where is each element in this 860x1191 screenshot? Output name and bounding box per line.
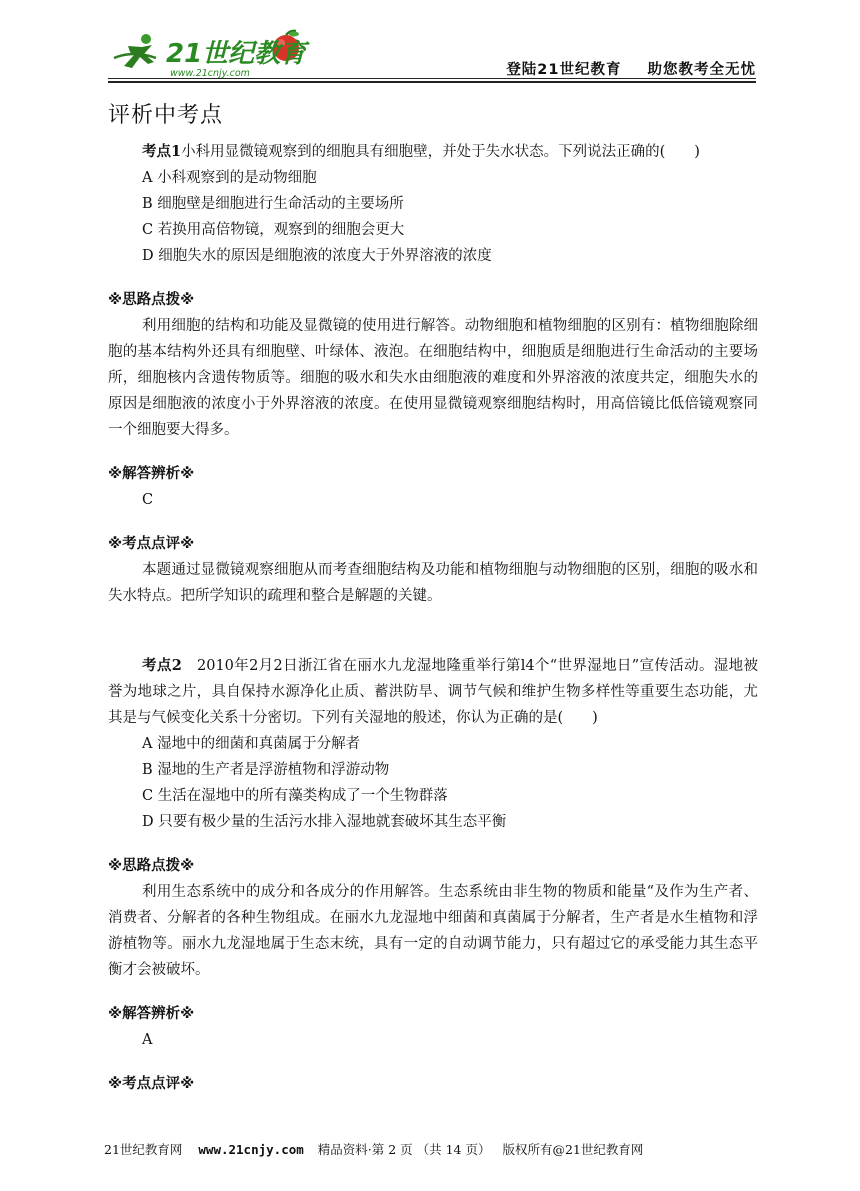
question-2 <box>108 653 758 1097</box>
question-1-hint-heading: ※思路点拨※ <box>108 292 195 308</box>
question-1-option-d: D 细胞失水的原因是细胞液的浓度大于外界溶液的浓度 <box>142 248 492 264</box>
question-1-answer: C <box>142 492 154 508</box>
slogan-left: 登陆21世纪教育 <box>506 62 622 78</box>
question-2-option-b: B 湿地的生产者是浮游植物和浮游动物 <box>142 762 390 778</box>
question-1-option-c: C 若换用高倍物镜，观察到的细胞会更大 <box>142 222 405 238</box>
question-1-review-heading: ※考点点评※ <box>108 536 195 552</box>
slogan-right: 助您教考全无忧 <box>647 62 756 78</box>
question-1-hint: 利用细胞的结构和功能及显微镜的使用进行解答。动物细胞和植物细胞的区别有：植物细胞除细胞的基本结构外还具有细胞壁、叶绿体、液泡。在细胞结构中，细胞质是细胞进行生命活动的主要场所，细胞核内含遗传物质等。细胞的吸水和失水由细胞液的难度和外界溶液的浓度共定，细胞失水的原因是细胞液的浓度小于外界溶液的浓度。在使用显微镜观察细胞结构时，用高倍镜比低倍镜观察同一个细胞要大得多。 <box>108 318 758 438</box>
site-logo <box>108 28 318 80</box>
logo-text: 21世纪教育 <box>166 39 307 69</box>
question-1-option-b: B 细胞壁是细胞进行生命活动的主要场所 <box>142 196 404 212</box>
question-2-answer-heading: ※解答辨析※ <box>108 1006 195 1022</box>
main-content <box>108 98 758 1097</box>
footer-left: 21世纪教育网 <box>104 1142 183 1157</box>
question-2-text: 2010年2月2日浙江省在丽水九龙湿地隆重举行第l4个“世界湿地日”宣传活动。湿地被誉为地球之片，具自保持水源净化止质、蓄洪防旱、调节气候和维护生物多样性等重要生态功能，尤其是与气候变化关系十分密切。下列有关湿地的般述，你认为正确的是( ) <box>108 658 758 726</box>
question-2-option-c: C 生活在湿地中的所有藻类构成了一个生物群落 <box>142 788 448 804</box>
question-2-label: 考点2 <box>142 657 182 674</box>
page-footer <box>104 1140 756 1158</box>
header-slogan <box>480 58 756 79</box>
question-2-stem <box>108 653 758 731</box>
question-2-hint: 利用生态系统中的成分和各成分的作用解答。生态系统由非生物的物质和能量“及作为生产者、消费者、分解者的各种生物组成。在丽水九龙湿地中细菌和真菌属于分解者，生产者是水生植物和浮游植物等。丽水九龙湿地属于生态末统，具有一定的自动调节能力，只有超过它的承受能力其生态平衡才会被破坏。 <box>108 884 758 978</box>
question-2-review-heading: ※考点点评※ <box>108 1076 195 1092</box>
question-1-option-a: A 小科观察到的是动物细胞 <box>142 170 317 186</box>
question-1-stem <box>108 139 758 165</box>
question-1-label: 考点1 <box>142 143 182 160</box>
page-header <box>108 28 756 84</box>
question-1-answer-heading: ※解答辨析※ <box>108 466 195 482</box>
question-1-text: 小科用显微镜观察到的细胞具有细胞壁，并处于失水状态。下列说法正确的( ) <box>181 144 700 160</box>
question-2-option-a: A 湿地中的细菌和真菌属于分解者 <box>142 736 361 752</box>
running-figure-icon <box>114 34 156 68</box>
question-2-answer: A <box>142 1032 153 1048</box>
question-1-review: 本题通过显微镜观察细胞从而考查细胞结构及功能和植物细胞与动物细胞的区别，细胞的吸水和失水特点。把所学知识的疏理和整合是解题的关键。 <box>108 562 758 604</box>
logo-url: www.21cnjy.com <box>170 68 250 79</box>
header-divider <box>108 78 756 79</box>
header-divider-thick <box>108 81 756 83</box>
section-title: 评析中考点 <box>108 103 224 128</box>
question-2-hint-heading: ※思路点拨※ <box>108 858 195 874</box>
footer-site-link[interactable]: www.21cnjy.com <box>198 1142 304 1157</box>
footer-page-info: 精品资料·第 2 页 （共 14 页） <box>317 1142 491 1157</box>
question-1 <box>108 139 758 609</box>
question-2-option-d: D 只要有极少量的生活污水排入湿地就套破坏其生态平衡 <box>142 814 507 830</box>
footer-copyright: 版权所有@21世纪教育网 <box>502 1142 644 1157</box>
